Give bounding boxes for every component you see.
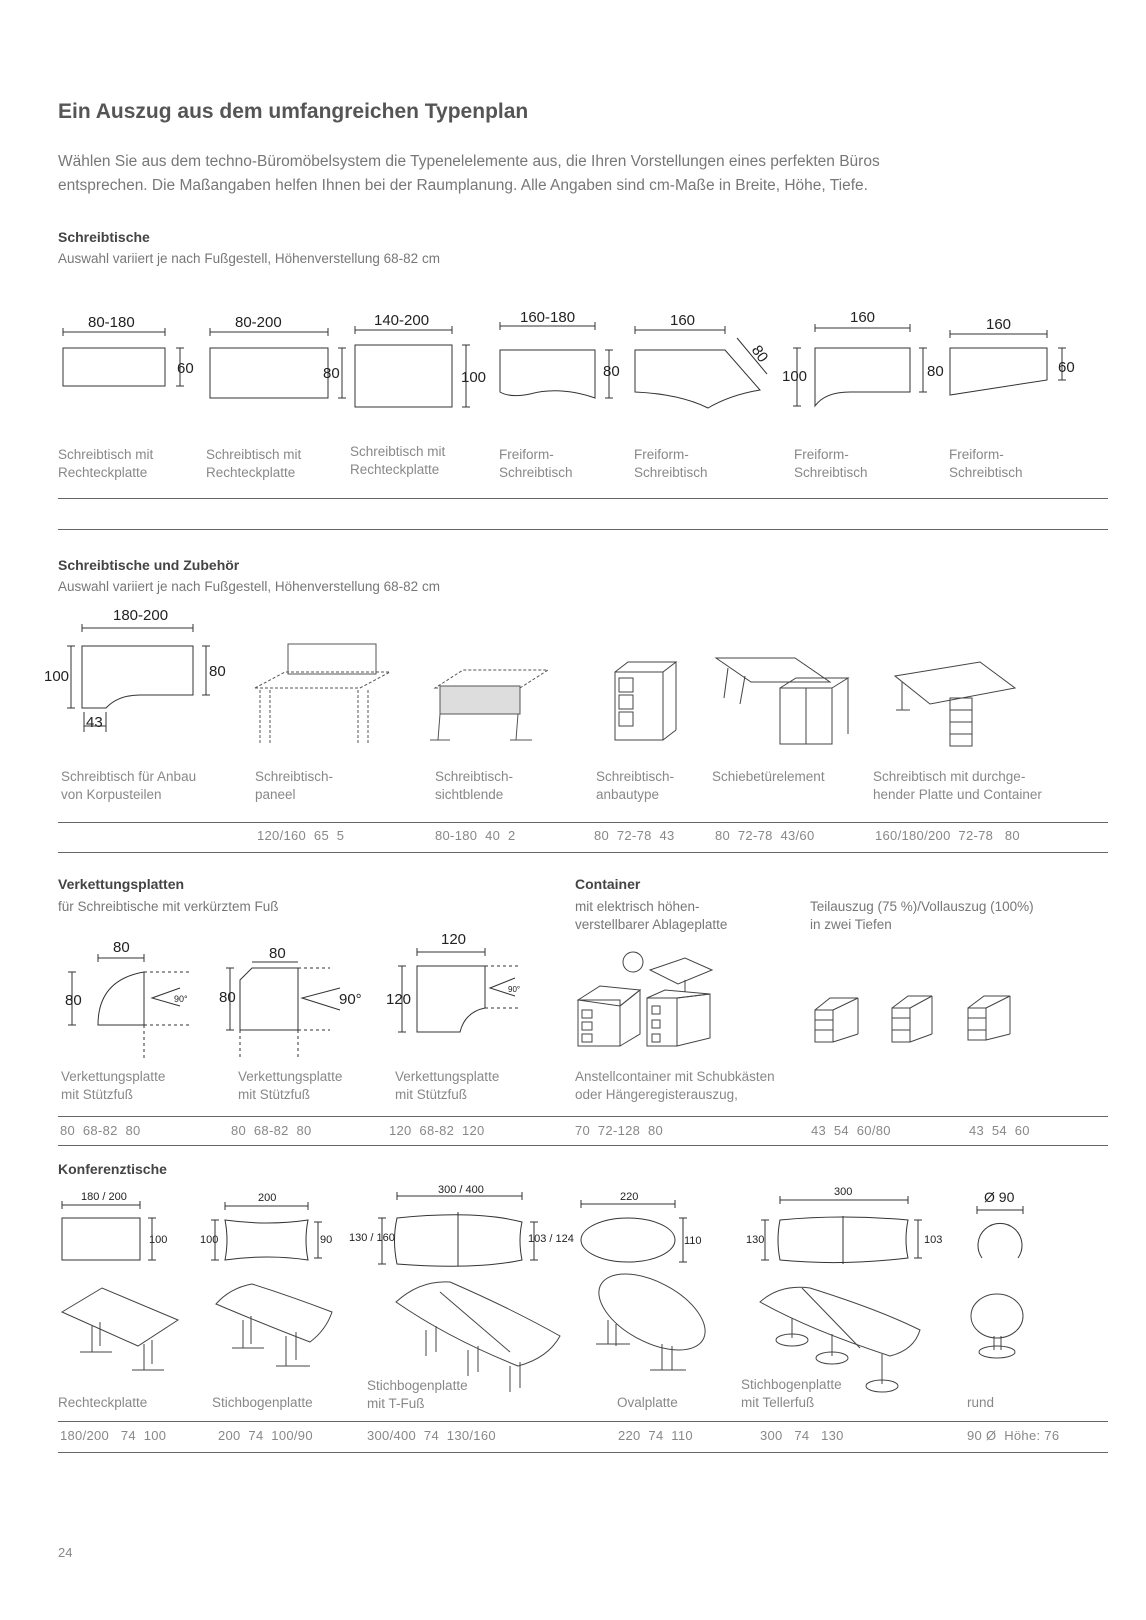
accessory-measure-3: 80-180 40 2 bbox=[435, 828, 516, 843]
desk-plan-anbau bbox=[82, 646, 193, 708]
desk-caption-7: Freiform- Schreibtisch bbox=[949, 447, 1023, 480]
conf-measure-4: 220 74 110 bbox=[618, 1428, 693, 1443]
conf-dim-d1-2: 100 bbox=[200, 1234, 219, 1246]
conf-dim-diameter: Ø 90 bbox=[984, 1189, 1015, 1205]
conf-dim-d2-3: 103 / 124 bbox=[528, 1233, 574, 1245]
conf-dim-w-1: 180 / 200 bbox=[81, 1191, 127, 1203]
conf-caption-3: Stichbogenplatte mit T-Fuß bbox=[367, 1378, 468, 1411]
conference-table-drawings bbox=[40, 1180, 1080, 1400]
desk-plan-2 bbox=[210, 348, 328, 398]
desk-plan-1 bbox=[63, 348, 165, 386]
link-measure-3: 120 68-82 120 bbox=[389, 1123, 485, 1138]
section-sub-zubehoer: Auswahl variiert je nach Fußgestell, Höhenverstellung 68-82 cm bbox=[58, 579, 440, 594]
accessory-caption-1: Schreibtisch für Anbau von Korpusteilen bbox=[61, 769, 197, 802]
dim-d-5: 80 bbox=[747, 342, 772, 366]
desk-plan-5 bbox=[635, 350, 760, 408]
dim-w-2: 80-200 bbox=[235, 314, 282, 331]
conf-measure-5: 300 74 130 bbox=[760, 1428, 844, 1443]
desk-plan-4 bbox=[500, 350, 595, 398]
link-measure-1: 80 68-82 80 bbox=[60, 1123, 141, 1138]
conf-caption-4: Ovalplatte bbox=[617, 1395, 678, 1410]
section-heading-konferenz: Konferenztische bbox=[58, 1161, 167, 1177]
section-sub-schreibtische: Auswahl variiert je nach Fußgestell, Höhenverstellung 68-82 cm bbox=[58, 251, 440, 266]
divider bbox=[58, 529, 1108, 530]
conf-caption-6: rund bbox=[967, 1395, 995, 1410]
conf-caption-2: Stichbogenplatte bbox=[212, 1395, 313, 1410]
conf-dim-d-1: 100 bbox=[149, 1234, 168, 1246]
accessory-caption-2: Schreibtisch- paneel bbox=[255, 769, 334, 802]
intro-text: Wählen Sie aus dem techno-Büromöbelsystem die Typenelelemente aus, die Ihren Vorstellungen eines perfekten Büros entsprechen. Die Maßangaben helfen Ihnen bei der Raumplanung. Alle Angaben sind cm-Maße in Breite, Höhe, Tiefe. bbox=[58, 153, 880, 194]
sliding-door-element bbox=[716, 658, 848, 744]
dim-w-4: 160-180 bbox=[520, 309, 576, 326]
dim-d-7: 60 bbox=[1058, 359, 1075, 376]
dim-w-1: 80-180 bbox=[88, 314, 135, 331]
conf-table-oval-perspective bbox=[587, 1258, 718, 1370]
link-measure-2: 80 68-82 80 bbox=[231, 1123, 312, 1138]
conf-dim-w-4: 220 bbox=[620, 1191, 639, 1203]
section-heading-container: Container bbox=[575, 876, 641, 892]
conf-dim-d1-5: 130 bbox=[746, 1234, 765, 1246]
accessory-caption-4: Schreibtisch- anbautype bbox=[596, 769, 675, 802]
container-height-adjustable bbox=[578, 952, 712, 1046]
conf-measure-1: 180/200 74 100 bbox=[60, 1428, 167, 1443]
linking-and-container-drawings bbox=[40, 930, 1080, 1060]
conf-dim-w-5: 300 bbox=[834, 1186, 853, 1198]
conf-table-rect-perspective bbox=[62, 1288, 178, 1370]
accessory-caption-3: Schreibtisch- sichtblende bbox=[435, 769, 514, 802]
dim-w-7: 160 bbox=[986, 316, 1012, 333]
angle-link1: 90° bbox=[174, 994, 188, 1004]
angle-link2: 90° bbox=[339, 991, 362, 1008]
dim-w-6: 160 bbox=[850, 309, 876, 326]
dim-w-anbau: 180-200 bbox=[113, 607, 169, 624]
desk-plan-7 bbox=[950, 348, 1047, 395]
desk-plan-3 bbox=[355, 345, 452, 407]
dim-b-link3: 120 bbox=[386, 991, 412, 1008]
conf-caption-1: Rechteckplatte bbox=[58, 1395, 148, 1410]
accessory-measure-2: 120/160 65 5 bbox=[257, 828, 345, 843]
accessory-measure-4: 80 72-78 43 bbox=[594, 828, 675, 843]
conf-caption-5: Stichbogenplatte mit Tellerfuß bbox=[741, 1377, 842, 1410]
desk-caption-1: Schreibtisch mit Rechteckplatte bbox=[58, 447, 154, 480]
dim-d-3: 100 bbox=[461, 369, 487, 386]
accessory-measure-5: 80 72-78 43/60 bbox=[715, 828, 815, 843]
desk-with-screen bbox=[430, 670, 548, 740]
container-drawers-2 bbox=[892, 996, 932, 1042]
desk-caption-3: Schreibtisch mit Rechteckplatte bbox=[350, 444, 446, 477]
conf-table-t-foot-perspective bbox=[396, 1282, 560, 1392]
conf-dim-w-2: 200 bbox=[258, 1192, 277, 1204]
conf-plan-rect bbox=[62, 1218, 140, 1260]
desk-with-container bbox=[895, 662, 1015, 746]
container-drawers-1 bbox=[815, 998, 858, 1042]
link-plate-1 bbox=[98, 972, 144, 1025]
conf-dim-d2-5: 103 bbox=[924, 1234, 943, 1246]
desk-caption-6: Freiform- Schreibtisch bbox=[794, 447, 868, 480]
container-measure-1: 70 72-128 80 bbox=[575, 1123, 664, 1138]
dim-d-1: 60 bbox=[177, 360, 194, 377]
dim-d1-anbau: 100 bbox=[44, 668, 70, 685]
dim-d2-anbau: 80 bbox=[209, 663, 226, 680]
desk-with-panel bbox=[255, 644, 390, 745]
dim-b-link1: 80 bbox=[65, 992, 82, 1009]
container-measure-3: 43 54 60 bbox=[969, 1123, 1030, 1138]
section-sub-container: mit elektrisch höhen- verstellbarer Ablageplatte bbox=[575, 899, 728, 932]
section-heading-schreibtische: Schreibtische bbox=[58, 229, 150, 245]
dim-a-link1: 80 bbox=[113, 939, 130, 956]
divider bbox=[58, 1116, 1108, 1117]
dim-d1-6: 100 bbox=[782, 368, 808, 385]
container-caption-1: Anstellcontainer mit Schubkästen oder Hängeregisterauszug, bbox=[575, 1069, 775, 1102]
conf-measure-3: 300/400 74 130/160 bbox=[367, 1428, 496, 1443]
divider bbox=[58, 822, 1108, 823]
dim-d-4: 80 bbox=[603, 363, 620, 380]
link-caption-1: Verkettungsplatte mit Stützfuß bbox=[61, 1069, 166, 1102]
dim-d-2: 80 bbox=[323, 365, 340, 382]
desk-dimension-drawings bbox=[40, 300, 1120, 430]
accessory-caption-6: Schreibtisch mit durchge- hender Platte und Container bbox=[873, 769, 1042, 802]
conf-dim-d1-3: 130 / 160 bbox=[349, 1232, 395, 1244]
conf-table-round-perspective bbox=[971, 1294, 1023, 1358]
dim-a-link3: 120 bbox=[441, 931, 467, 948]
conf-dim-w-3: 300 / 400 bbox=[438, 1184, 484, 1196]
dim-w-5: 160 bbox=[670, 312, 696, 329]
conf-measure-2: 200 74 100/90 bbox=[218, 1428, 313, 1443]
link-plate-3 bbox=[417, 966, 485, 1032]
link-caption-3: Verkettungsplatte mit Stützfuß bbox=[395, 1069, 500, 1102]
conf-plan-round bbox=[978, 1223, 1022, 1258]
dim-b-link2: 80 bbox=[219, 989, 236, 1006]
section-sub-container-2: Teilauszug (75 %)/Vollauszug (100%) in zwei Tiefen bbox=[810, 899, 1034, 932]
page-title: Ein Auszug aus dem umfangreichen Typenplan bbox=[58, 100, 529, 123]
conf-dim-d2-2: 90 bbox=[320, 1234, 333, 1246]
desk-caption-5: Freiform- Schreibtisch bbox=[634, 447, 708, 480]
accessory-measure-6: 160/180/200 72-78 80 bbox=[875, 828, 1020, 843]
conf-plan-oval bbox=[581, 1218, 675, 1262]
divider bbox=[58, 1421, 1108, 1422]
desk-caption-2: Schreibtisch mit Rechteckplatte bbox=[206, 447, 302, 480]
divider bbox=[58, 498, 1108, 499]
dim-w-3: 140-200 bbox=[374, 312, 430, 329]
page-number: 24 bbox=[58, 1545, 73, 1560]
dim-a-link2: 80 bbox=[269, 945, 286, 962]
link-plate-2 bbox=[240, 968, 298, 1030]
link-caption-2: Verkettungsplatte mit Stützfuß bbox=[238, 1069, 343, 1102]
conf-measure-6: 90 Ø Höhe: 76 bbox=[967, 1428, 1060, 1443]
divider bbox=[58, 852, 1108, 853]
accessory-caption-5: Schiebetürelement bbox=[712, 769, 825, 784]
section-heading-verkettung: Verkettungsplatten bbox=[58, 876, 185, 892]
section-sub-verkettung: für Schreibtische mit verkürztem Fuß bbox=[58, 899, 279, 914]
divider bbox=[58, 1452, 1108, 1453]
conf-table-arc-perspective bbox=[216, 1284, 332, 1366]
container-measure-2: 43 54 60/80 bbox=[811, 1123, 891, 1138]
container-anbautype bbox=[615, 662, 676, 740]
accessory-drawings bbox=[40, 600, 1080, 760]
section-heading-zubehoer: Schreibtische und Zubehör bbox=[58, 557, 240, 573]
conf-dim-d-4: 110 bbox=[684, 1235, 702, 1247]
conf-plan-arc bbox=[225, 1220, 308, 1260]
divider bbox=[58, 1145, 1108, 1146]
desk-plan-6 bbox=[815, 348, 910, 406]
desk-caption-4: Freiform- Schreibtisch bbox=[499, 447, 573, 480]
container-drawers-3 bbox=[968, 996, 1010, 1040]
dim-cut-anbau: 43 bbox=[86, 714, 103, 731]
dim-d2-6: 80 bbox=[927, 363, 944, 380]
angle-link3: 90° bbox=[508, 985, 521, 994]
